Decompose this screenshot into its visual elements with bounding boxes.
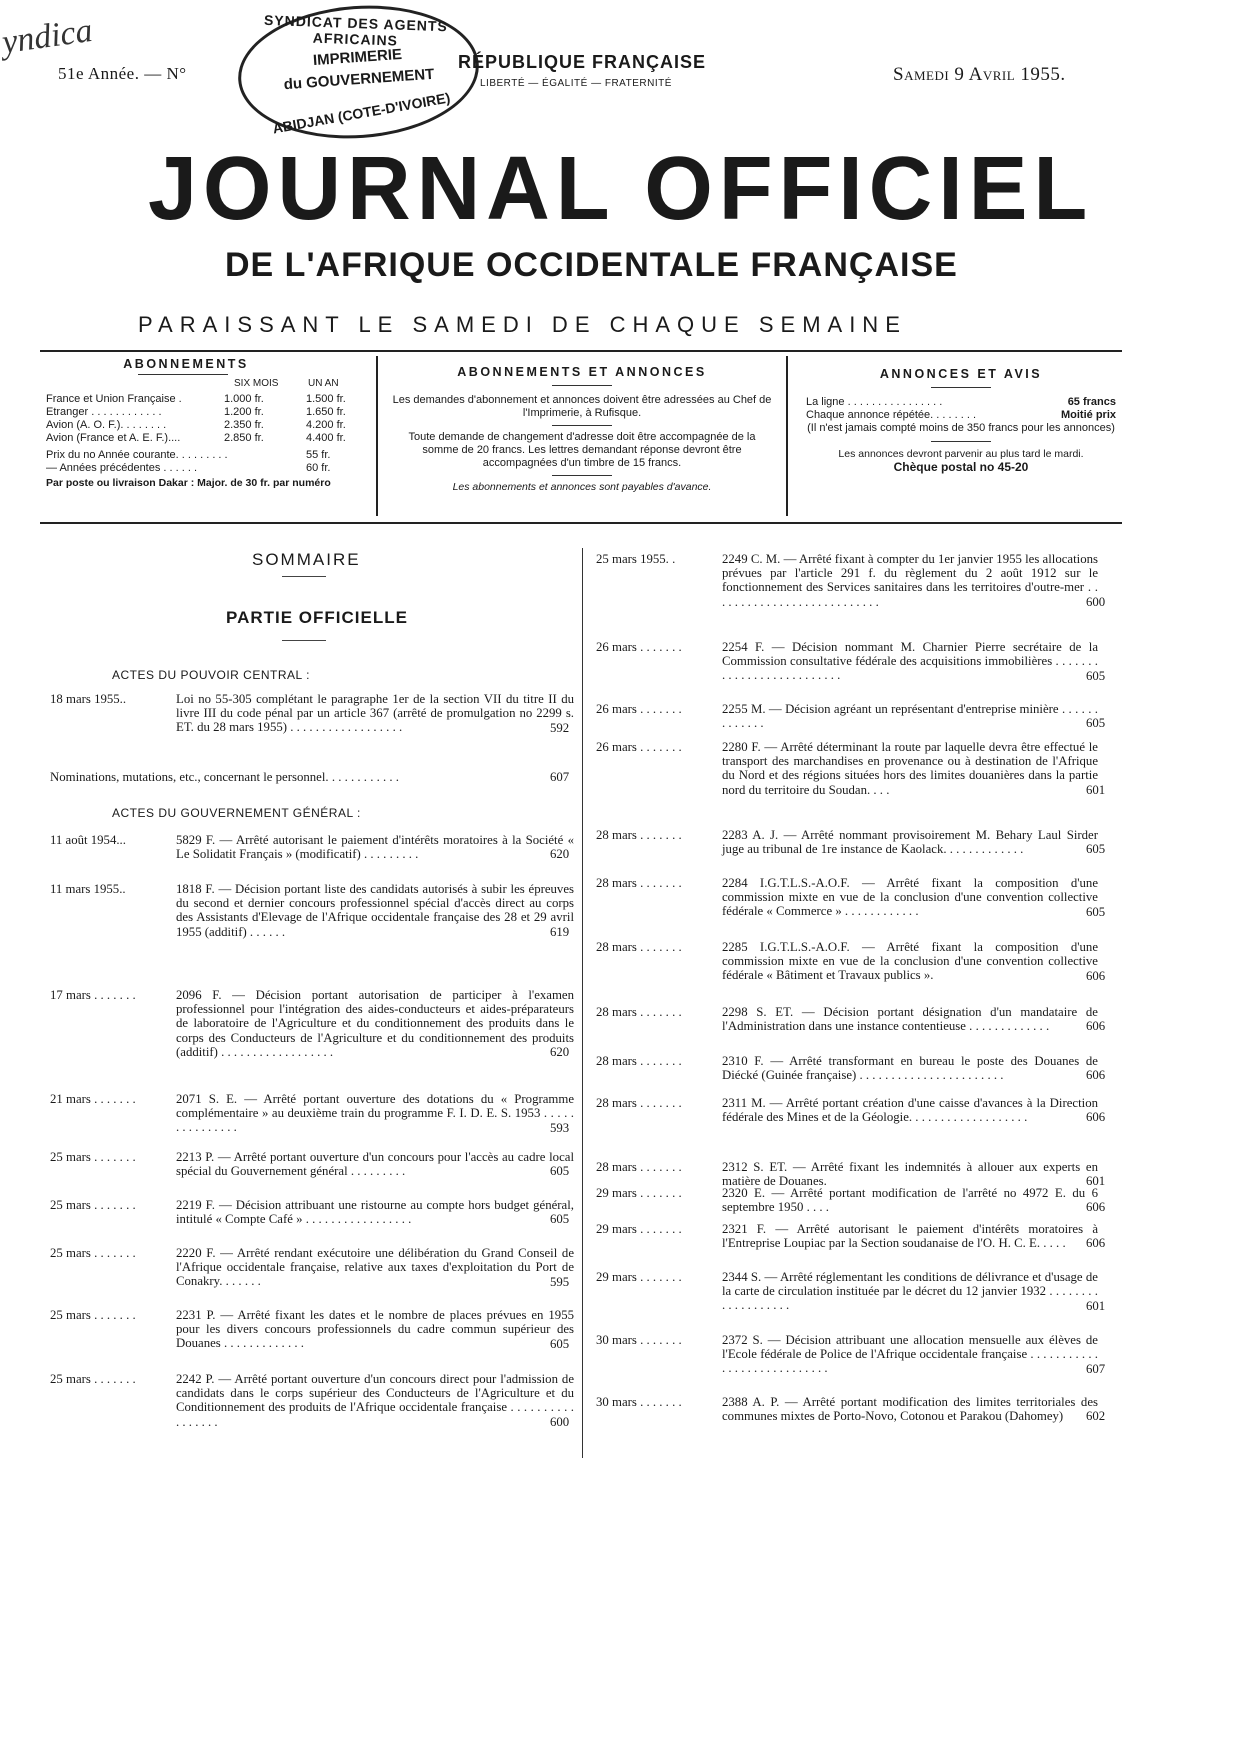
issue-number: 51e Année. — N° xyxy=(58,64,187,83)
sommaire-entry xyxy=(596,740,1116,797)
entry-date: 26 mars . . . . . . . xyxy=(596,640,682,654)
entry-text: 2071 S. E. — Arrêté portant ouverture des dotations du « Programme complémentaire » au deuxième train du programme F. I. D. E. S. 1953 . . . . . . . . . . . . . . . xyxy=(176,1092,574,1135)
devise: LIBERTÉ — ÉGALITÉ — FRATERNITÉ xyxy=(480,78,672,89)
entry-page-number: 592 xyxy=(550,720,570,735)
entry-text: 2388 A. P. — Arrêté portant modification des limites territoriales des communes mixtes de Porto-Novo, Cotonou et Parakou (Dahomey) xyxy=(722,1395,1098,1424)
prix-precedentes-row: — Années précédentes . . . . . . 60 fr. xyxy=(46,462,331,474)
republique-heading: RÉPUBLIQUE FRANÇAISE xyxy=(458,52,707,72)
entry-date: 21 mars . . . . . . . xyxy=(50,1092,136,1106)
journal-subtitle: DE L'AFRIQUE OCCIDENTALE FRANÇAISE xyxy=(225,246,958,284)
annonces-box xyxy=(806,368,1116,474)
tarif-row: France et Union Française . 1.000 fr. 1.500 fr. xyxy=(46,393,346,405)
entry-date: 25 mars 1955. . xyxy=(596,552,676,566)
entry-page-number: 601 xyxy=(1086,782,1106,797)
entry-text: 2310 F. — Arrêté transformant en bureau le poste des Douanes de Diécké (Guinée française) . . . . . . . . . . . . . . . . . . . . . . . xyxy=(722,1054,1098,1083)
sommaire-entry xyxy=(50,1372,580,1429)
entry-text: Nominations, mutations, etc., concernant le personnel. . . . . . . . . . . . xyxy=(50,770,399,784)
sommaire-entry xyxy=(50,770,580,784)
stamp-line-3: du GOUVERNEMENT xyxy=(283,65,435,94)
entry-date: 29 mars . . . . . . . xyxy=(596,1186,682,1200)
entry-text: 2372 S. — Décision attribuant une allocation mensuelle aux élèves de l'Ecole fédérale de Police de l'Afrique occidentale française . . . . . . . . . . . . . . . . . . . . . . . . . . . . xyxy=(722,1333,1098,1376)
entry-text: 2220 F. — Arrêté rendant exécutoire une délibération du Grand Conseil de l'Afrique occidentale française, relative aux taxes d'exploitation du Port de Conakry. . . . . . . xyxy=(176,1246,574,1289)
abonnements-annonces-title: ABONNEMENTS ET ANNONCES xyxy=(457,365,707,379)
journal-title: JOURNAL OFFICIEL xyxy=(148,139,1094,239)
issue-date: Samedi 9 Avril 1955. xyxy=(893,64,1066,85)
entry-text: 2285 I.G.T.L.S.-A.O.F. — Arrêté fixant la composition d'une commission mixte en vue de la conclusion d'une convention collective fédérale « Bâtiment et Travaux publics ». xyxy=(722,940,1098,983)
entry-text: 2254 F. — Décision nommant M. Charnier Pierre secrétaire de la Commission consultative fédérale des acquisitions immobilières . . . . . . . . . . . . . . . . . . . . . . . . . . xyxy=(722,640,1098,683)
sommaire-entry xyxy=(50,988,580,1059)
entry-date: 28 mars . . . . . . . xyxy=(596,1096,682,1110)
entry-date: 30 mars . . . . . . . xyxy=(596,1395,682,1409)
entry-page-number: 606 xyxy=(1086,1067,1106,1082)
tarif-row: Etranger . . . . . . . . . . . . 1.200 fr. 1.650 fr. xyxy=(46,406,346,418)
annonces-title: ANNONCES ET AVIS xyxy=(879,367,1043,381)
entry-text: 2231 P. — Arrêté fixant les dates et le nombre de places prévues en 1955 pour les divers concours professionnels du cadre commun supérieur des Douanes . . . . . . . . . . . . . xyxy=(176,1308,574,1351)
group-gouvernement-general: ACTES DU GOUVERNEMENT GÉNÉRAL : xyxy=(112,806,361,820)
entry-text: 2321 F. — Arrêté autorisant le paiement d'intérêts moratoires à l'Entreprise Loupiac par la Section soudanaise de l'O. H. C. E. . . . . xyxy=(722,1222,1098,1251)
sommaire-entry xyxy=(596,1270,1116,1313)
entry-page-number: 606 xyxy=(1086,1199,1106,1214)
abonnements-annonces-p2: Toute demande de changement d'adresse doit être accompagnée de la somme de 20 francs. Les lettres demandant réponse devront être accompagnées d'un timbre de 15 francs. xyxy=(408,431,756,469)
entry-date: 25 mars . . . . . . . xyxy=(50,1150,136,1164)
entry-page-number: 607 xyxy=(550,769,570,784)
entry-text: 2344 S. — Arrêté réglementant les conditions de délivrance et d'usage de la carte de circulation instituée par le décret du 12 janvier 1932 . . . . . . . . . . . . . . . . . . . xyxy=(722,1270,1098,1313)
entry-page-number: 601 xyxy=(1086,1298,1106,1313)
entry-page-number: 605 xyxy=(550,1211,570,1226)
stamp-line-1: SYNDICAT DES AGENTS AFRICAINS xyxy=(263,11,449,49)
entry-date: 29 mars . . . . . . . xyxy=(596,1222,682,1236)
entry-date: 25 mars . . . . . . . xyxy=(50,1246,136,1260)
entry-date: 17 mars . . . . . . . xyxy=(50,988,136,1002)
abonnements-annonces-p1: Les demandes d'abonnement et annonces doivent être adressées au Chef de l'Imprimerie, à Rufisque. xyxy=(392,394,772,419)
boxes-rule xyxy=(40,522,1122,524)
entry-page-number: 605 xyxy=(1086,841,1106,856)
entry-date: 28 mars . . . . . . . xyxy=(596,828,682,842)
entry-text: 2213 P. — Arrêté portant ouverture d'un concours pour l'accès au cadre local spécial du Gouvernement général . . . . . . . . . xyxy=(176,1150,574,1179)
box-divider xyxy=(376,356,378,516)
sommaire-entry xyxy=(596,1222,1116,1250)
entry-page-number: 606 xyxy=(1086,1018,1106,1033)
entry-page-number: 600 xyxy=(1086,594,1106,609)
entry-date: 25 mars . . . . . . . xyxy=(50,1308,136,1322)
entry-text: 2284 I.G.T.L.S.-A.O.F. — Arrêté fixant la composition d'une commission mixte en vue de la conclusion d'une convention collective fédérale « Commerce » . . . . . . . . . . . . xyxy=(722,876,1098,919)
entry-text: 2219 F. — Décision attribuant une ristourne au compte hors budget général, intitulé « Compte Café » . . . . . . . . . . . . . . . . . xyxy=(176,1198,574,1227)
entry-page-number: 605 xyxy=(1086,715,1106,730)
sommaire-entry xyxy=(50,1198,580,1226)
sommaire-entry xyxy=(596,1395,1116,1423)
abonnements-box xyxy=(46,358,366,490)
col-six-mois: SIX MOIS xyxy=(234,378,279,389)
handwritten-annotation: yndica xyxy=(0,11,95,62)
sommaire-entry xyxy=(596,552,1116,609)
entry-text: 2255 M. — Décision agréant un représentant d'entreprise minière . . . . . . . . . . . . . xyxy=(722,702,1098,731)
sommaire-entry xyxy=(596,876,1116,919)
entry-date: 28 mars . . . . . . . xyxy=(596,1160,682,1174)
entry-date: 18 mars 1955.. xyxy=(50,692,127,706)
ligne-row: La ligne . . . . . . . . . . . . . . . . 65 francs xyxy=(806,396,1116,408)
sommaire-entry xyxy=(50,692,580,735)
entry-date: 25 mars . . . . . . . xyxy=(50,1198,136,1212)
entry-text: 2242 P. — Arrêté portant ouverture d'un concours direct pour l'admission de candidats dans le corps supérieur des Conducteurs de l'Agriculture et du Conditionnement des produits de l'Afrique occidentale française . . . . . . . . . . . . . . . . . xyxy=(176,1372,574,1429)
entry-text: 2320 E. — Arrêté portant modification de l'arrêté no 4972 E. du 6 septembre 1950 . . . . xyxy=(722,1186,1098,1215)
entry-page-number: 600 xyxy=(550,1414,570,1429)
entry-date: 28 mars . . . . . . . xyxy=(596,940,682,954)
sommaire-entry xyxy=(50,1308,580,1351)
group-pouvoir-central: ACTES DU POUVOIR CENTRAL : xyxy=(112,668,310,682)
sommaire-entry xyxy=(50,1150,580,1178)
abonnements-annonces-p3: Les abonnements et annonces sont payables d'avance. xyxy=(452,481,712,493)
entry-date: 30 mars . . . . . . . xyxy=(596,1333,682,1347)
entry-page-number: 605 xyxy=(1086,904,1106,919)
entry-page-number: 620 xyxy=(550,846,570,861)
sommaire-entry xyxy=(596,1186,1116,1214)
sommaire-entry xyxy=(596,1160,1116,1188)
prix-numero-row: Prix du no Année courante. . . . . . . . . 55 fr. xyxy=(46,449,331,461)
col-un-an: UN AN xyxy=(308,378,339,389)
entry-date: 11 mars 1955.. xyxy=(50,882,126,896)
entry-date: 25 mars . . . . . . . xyxy=(50,1372,136,1386)
entry-page-number: 606 xyxy=(1086,968,1106,983)
entry-date: 29 mars . . . . . . . xyxy=(596,1270,682,1284)
sommaire-entry xyxy=(50,833,580,861)
tarif-row: Avion (France et A. E. F.).... 2.850 fr. 4.400 fr. xyxy=(46,432,346,444)
abonnements-title: ABONNEMENTS xyxy=(123,357,249,371)
sommaire-entry xyxy=(596,1054,1116,1082)
entry-date: 26 mars . . . . . . . xyxy=(596,702,682,716)
entry-page-number: 602 xyxy=(1086,1408,1106,1423)
entry-text: 1818 F. — Décision portant liste des candidats autorisés à subir les épreuves du second et dernier concours professionnel spécial d'accès direct au corps des Assistants d'Elevage de l'Afrique occidentale française des 28 et 29 avril 1955 (additif) . . . . . . xyxy=(176,882,574,939)
entry-page-number: 605 xyxy=(550,1336,570,1351)
entry-page-number: 619 xyxy=(550,924,570,939)
entry-page-number: 593 xyxy=(550,1120,570,1135)
entry-page-number: 606 xyxy=(1086,1235,1106,1250)
entry-text: 2298 S. ET. — Décision portant désignation d'un mandataire de l'Administration dans une instance contentieuse . . . . . . . . . . . . . xyxy=(722,1005,1098,1034)
entry-page-number: 620 xyxy=(550,1044,570,1059)
entry-text: 2096 F. — Décision portant autorisation de participer à l'examen professionnel pour l'intégration des aides-conducteurs et aides-préparateurs de laboratoire de l'Agriculture et du conditionnement des produits dans le corps des Conducteurs de l'Agriculture et du conditionnement des produits (additif) . . . . . . . . . . . . . . . . . . xyxy=(176,988,574,1059)
sommaire-entry xyxy=(596,1005,1116,1033)
entry-text: 2280 F. — Arrêté déterminant la route par laquelle devra être effectué le transport des marchandises en provenance ou à destination de l'Afrique du Nord et des régions situées hors des limites douanières dans la partie nord du territoire du Soudan. . . . xyxy=(722,740,1098,797)
publication-frequency: PARAISSANT LE SAMEDI DE CHAQUE SEMAINE xyxy=(138,312,907,337)
repetee-row: Chaque annonce répétée. . . . . . . . Moitié prix xyxy=(806,409,1116,421)
header-rule xyxy=(40,350,1122,352)
entry-page-number: 605 xyxy=(1086,668,1106,683)
sommaire-entry xyxy=(596,702,1116,730)
abonnements-annonces-box xyxy=(390,366,774,494)
stamp-line-4: ABIDJAN (COTE-D'IVOIRE) xyxy=(271,89,452,137)
imprimerie-stamp xyxy=(234,0,484,146)
sommaire-entry xyxy=(596,828,1116,856)
box-divider xyxy=(786,356,788,516)
stamp-line-2: IMPRIMERIE xyxy=(312,45,403,70)
entry-text: 2249 C. M. — Arrêté fixant à compter du 1er janvier 1955 les allocations prévues par l'article 291 f. du règlement du 2 août 1912 sur le fonctionnement des Services sanitaires dans les territoires d'outre-mer . . . . . . . . . . . . . . . . . . . . . . . . . . . xyxy=(722,552,1098,609)
entry-date: 28 mars . . . . . . . xyxy=(596,1005,682,1019)
sommaire-entry xyxy=(50,882,580,939)
tarif-row: Avion (A. O. F.). . . . . . . . 2.350 fr. 4.200 fr. xyxy=(46,419,346,431)
entry-page-number: 605 xyxy=(550,1163,570,1178)
sommaire-entry xyxy=(50,1246,580,1289)
entry-page-number: 595 xyxy=(550,1274,570,1289)
cheque-postal: Chèque postal no 45-20 xyxy=(893,460,1029,474)
entry-date: 28 mars . . . . . . . xyxy=(596,1054,682,1068)
entry-text: 2311 M. — Arrêté portant création d'une caisse d'avances à la Direction fédérale des Mines et de la Géologie. . . . . . . . . . . . . . . . . . . xyxy=(722,1096,1098,1125)
entry-text: 2283 A. J. — Arrêté nommant provisoirement M. Behary Laul Sirder juge au tribunal de 1re instance de Kaolack. . . . . . . . . . . . . xyxy=(722,828,1098,857)
entry-text: 5829 F. — Arrêté autorisant le paiement d'intérêts moratoires à la Société « Le Solidatit Français » (modificatif) . . . . . . . . . xyxy=(176,833,574,862)
entry-page-number: 601 xyxy=(1086,1173,1106,1188)
sommaire-entry xyxy=(596,1333,1116,1376)
entry-date: 28 mars . . . . . . . xyxy=(596,876,682,890)
entry-text: Loi no 55-305 complétant le paragraphe 1er de la section VII du titre II du livre III du code pénal par un article 367 (arrêté de promulgation no 2299 s. ET. du 28 mars 1955) . . . . . . . . . . . . . . . . . . xyxy=(176,692,574,735)
sommaire-entry xyxy=(50,1092,580,1135)
sommaire-entry xyxy=(596,940,1116,983)
sommaire-heading: SOMMAIRE xyxy=(252,550,361,569)
annonces-note: (Il n'est jamais compté moins de 350 francs pour les annonces) xyxy=(807,422,1115,434)
column-divider xyxy=(582,548,583,1458)
poste-note: Par poste ou livraison Dakar : Major. de 30 fr. par numéro xyxy=(46,477,331,489)
partie-officielle-heading: PARTIE OFFICIELLE xyxy=(226,608,408,627)
sommaire-entry xyxy=(596,640,1116,683)
entry-date: 11 août 1954... xyxy=(50,833,126,847)
entry-page-number: 606 xyxy=(1086,1109,1106,1124)
entry-date: 26 mars . . . . . . . xyxy=(596,740,682,754)
sommaire-entry xyxy=(596,1096,1116,1124)
entry-page-number: 607 xyxy=(1086,1361,1106,1376)
annonces-delai: Les annonces devront parvenir au plus tard le mardi. xyxy=(838,448,1084,460)
entry-text: 2312 S. ET. — Arrêté fixant les indemnités à allouer aux experts en matière de Douanes. xyxy=(722,1160,1098,1189)
